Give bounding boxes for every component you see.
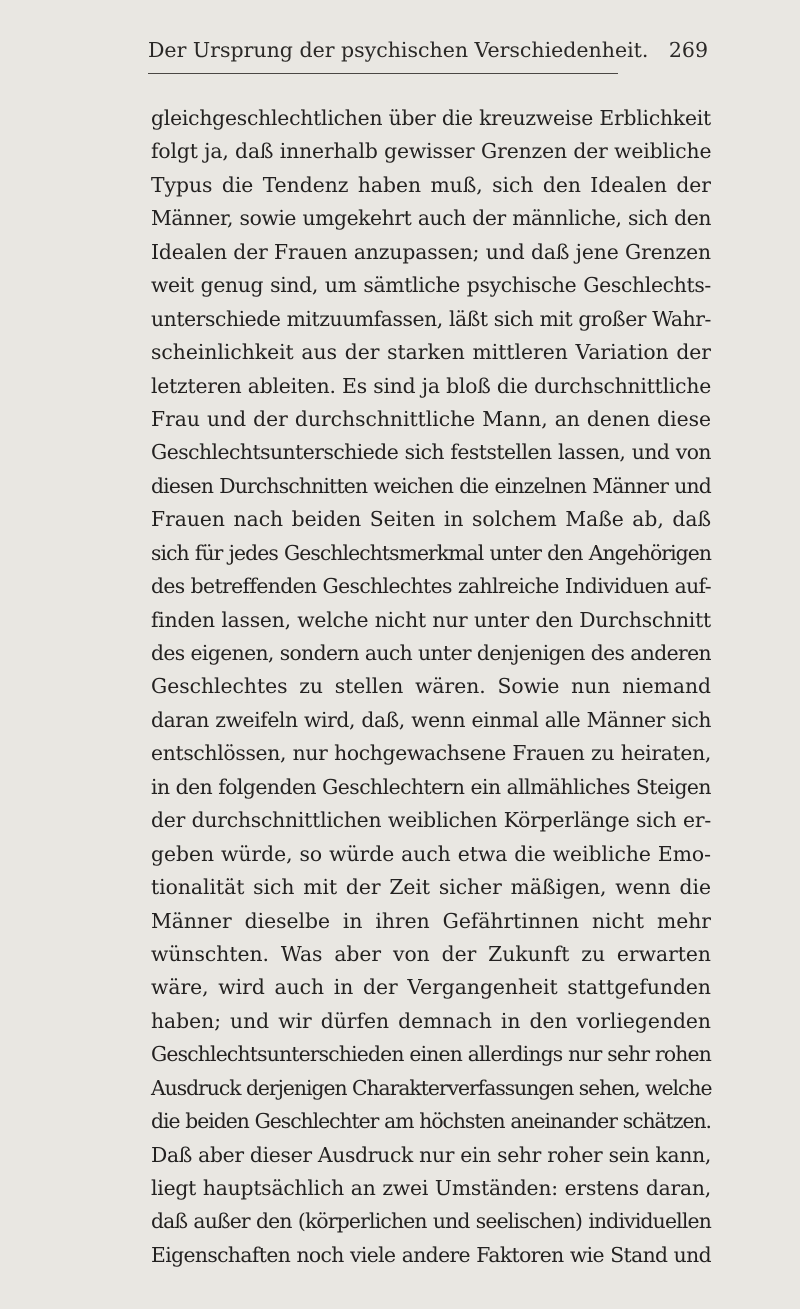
text-line: scheinlichkeit aus der starken mittleren Variation der [151, 340, 711, 365]
header-rule [148, 73, 618, 74]
text-line: Geschlechtsunterschieden einen allerdings nur sehr rohen [151, 1042, 711, 1067]
text-line: Frau und der durchschnittliche Mann, an denen diese [151, 406, 711, 431]
text-line: Typus die Tendenz haben muß, sich den Idealen der [151, 172, 711, 197]
text-line: Eigenschaften noch viele andere Faktoren wie Stand und [151, 1242, 711, 1267]
text-line: Männer dieselbe in ihren Gefährtinnen nicht mehr [151, 908, 711, 933]
text-line: Daß aber dieser Ausdruck nur ein sehr roher sein kann, [151, 1142, 711, 1167]
text-line: geben würde, so würde auch etwa die weibliche Emo- [151, 841, 711, 866]
text-line: Männer, sowie umgekehrt auch der männliche, sich den [151, 206, 711, 231]
text-line: Geschlechtsunterschiede sich feststellen lassen, und von [151, 440, 711, 465]
text-line: daß außer den (körperlichen und seelischen) individuellen [151, 1209, 711, 1234]
running-header [148, 38, 708, 74]
text-line: Idealen der Frauen anzupassen; und daß jene Grenzen [151, 239, 711, 264]
text-line: Ausdruck derjenigen Charakterverfassungen sehen, welche [151, 1075, 712, 1100]
text-line: haben; und wir dürfen demnach in den vorliegenden [151, 1008, 711, 1033]
text-line: entschlössen, nur hochgewachsene Frauen zu heiraten, [151, 741, 711, 766]
text-line: daran zweifeln wird, daß, wenn einmal alle Männer sich [151, 707, 711, 732]
text-line: gleichgeschlechtlichen über die kreuzweise Erblichkeit [151, 106, 711, 130]
text-line: in den folgenden Geschlechtern ein allmähliches Steigen [151, 774, 711, 799]
text-line: sich für jedes Geschlechtsmerkmal unter den Angehörigen [151, 540, 711, 565]
text-line: folgt ja, daß innerhalb gewisser Grenzen der weibliche [151, 139, 712, 164]
text-line: wäre, wird auch in der Vergangenheit stattgefunden [151, 975, 711, 1000]
text-line: die beiden Geschlechter am höchsten aneinander schätzen. [151, 1109, 711, 1134]
text-line: letzteren ableiten. Es sind ja bloß die durchschnittliche [151, 373, 711, 398]
page-number: 269 [668, 38, 708, 62]
text-line: diesen Durchschnitten weichen die einzelnen Männer und [151, 473, 711, 498]
text-line: Geschlechtes zu stellen wären. Sowie nun niemand [151, 674, 711, 699]
text-line: tionalität sich mit der Zeit sicher mäßigen, wenn die [151, 875, 711, 900]
text-line: des eigenen, sondern auch unter denjenigen des anderen [151, 641, 711, 665]
text-line: wünschten. Was aber von der Zukunft zu erwarten [151, 941, 711, 966]
header-title: Der Ursprung der psychischen Verschiedenheit. [148, 38, 649, 62]
text-line: weit genug sind, um sämtliche psychische Geschlechts- [151, 273, 711, 298]
text-line: liegt hauptsächlich an zwei Umständen: erstens daran, [151, 1176, 711, 1200]
text-line: Frauen nach beiden Seiten in solchem Maße ab, daß [151, 507, 711, 532]
text-line: finden lassen, welche nicht nur unter den Durchschnitt [151, 607, 711, 632]
text-line: unterschiede mitzuumfassen, läßt sich mit großer Wahr- [151, 306, 711, 331]
text-line: des betreffenden Geschlechtes zahlreiche Individuen auf- [151, 574, 711, 599]
body-paragraph [151, 102, 711, 1272]
text-line: der durchschnittlichen weiblichen Körperlänge sich er- [151, 808, 711, 833]
